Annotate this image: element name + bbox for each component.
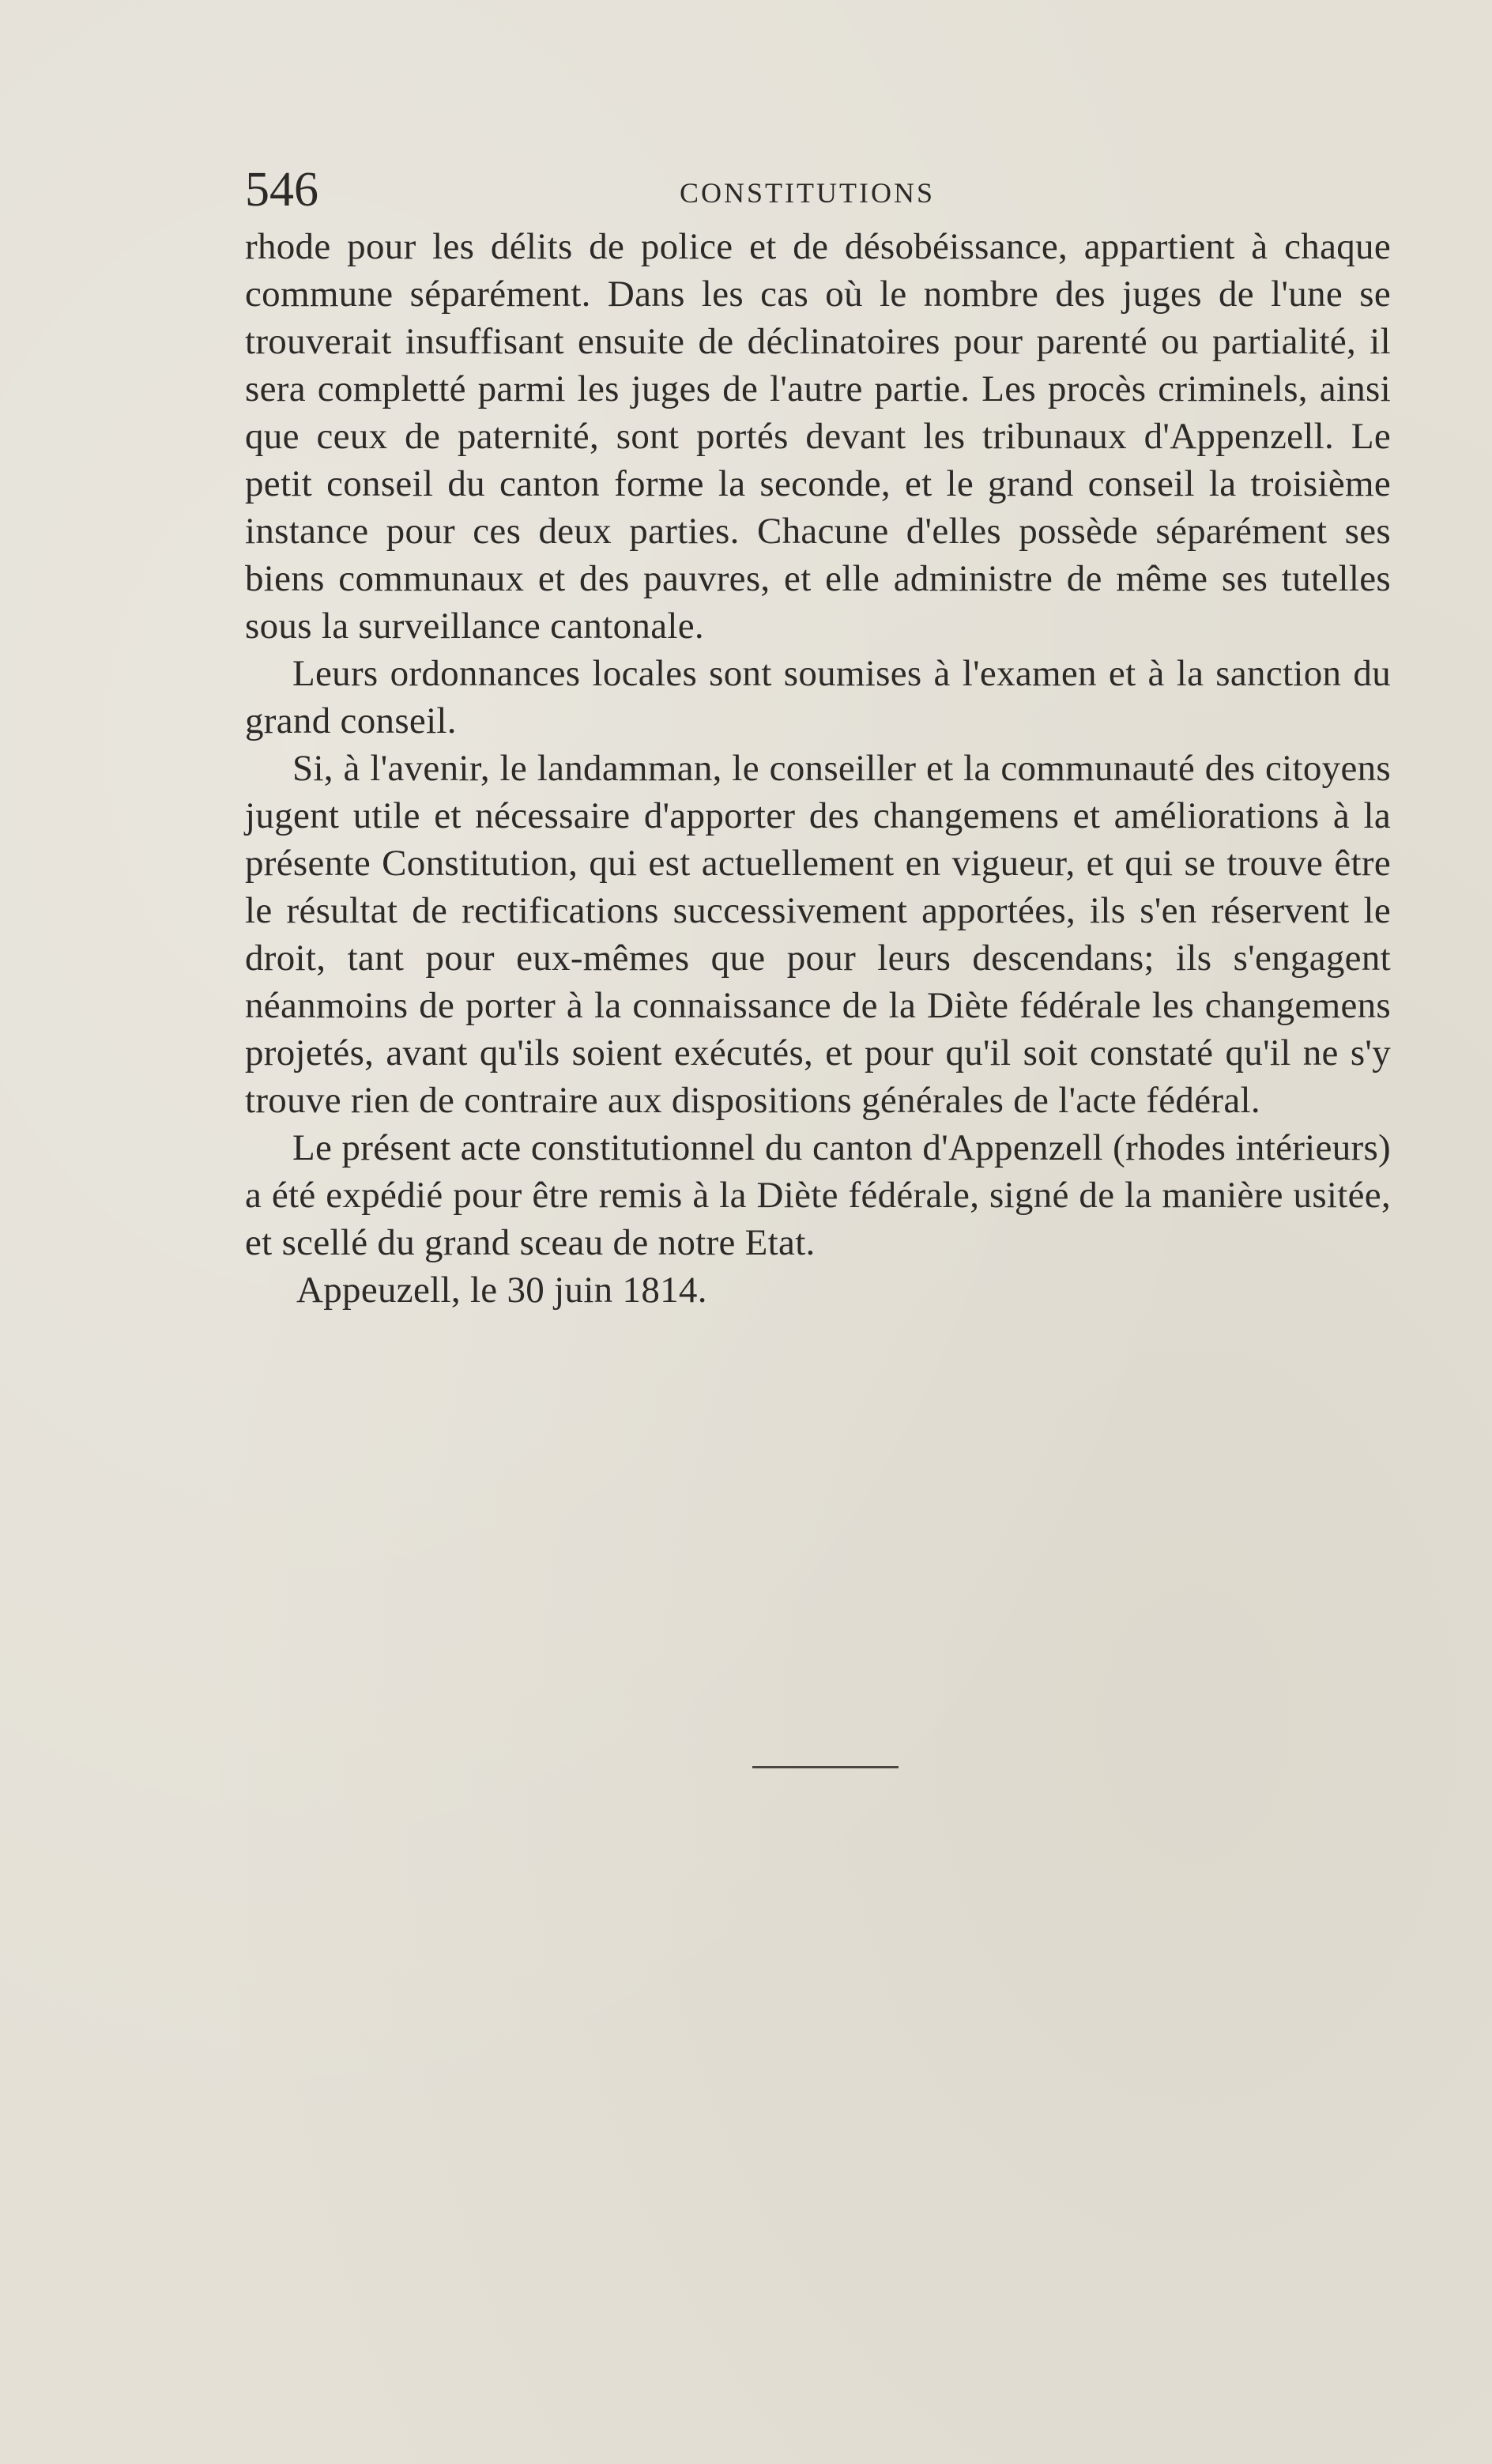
paragraph-present-act: Le présent acte constitutionnel du canton d'Appenzell (rhodes intérieurs) a été expédié pour être remis à la Diète fédérale, signé de la manière usitée, et scellé du grand sceau de notre Etat. bbox=[245, 1127, 1391, 1263]
page-number: 546 bbox=[245, 163, 318, 217]
paragraph-continued: rhode pour les délits de police et de désobéissance, appartient à chaque commune séparément. Dans les cas où le nombre des juges de l'une se trouverait insuffisant ensuite de déclinatoires pour parenté ou partialité, il sera completté parmi les juges de l'autre partie. Les procès criminels, ainsi que ceux de paternité, sont portés devant les tribunaux d'Appenzell. Le petit conseil du canton forme la seconde, et le grand conseil la troisième instance pour ces deux parties. Chacune d'elles possède séparément ses biens communaux et des pauvres, et elle administre de même ses tutelles sous la surveillance cantonale. bbox=[245, 226, 1391, 647]
running-head bbox=[245, 162, 1391, 217]
running-title: CONSTITUTIONS bbox=[680, 177, 935, 209]
paragraph-amendments: Si, à l'avenir, le landamman, le conseiller et la communauté des citoyens jugent utile et nécessaire d'apporter des changemens et améliorations à la présente Constitution, qui est actuellement en vigueur, et qui se trouve être le résultat de rectifications successivement apportées, ils s'en réservent le droit, tant pour eux-mêmes que pour leurs descendans; ils s'engagent néanmoins de porter à la connaissance de la Diète fédérale les changemens projetés, avant qu'ils soient exécutés, et pour qu'il soit constaté qu'il ne s'y trouve rien de contraire aux dispositions générales de l'acte fédéral. bbox=[245, 748, 1391, 1121]
body-text bbox=[245, 223, 1391, 1314]
paragraph-ordonnances: Leurs ordonnances locales sont soumises à l'examen et à la sanction du grand conseil. bbox=[245, 653, 1391, 741]
closing-rule bbox=[752, 1766, 899, 1768]
dateline: Appeuzell, le 30 juin 1814. bbox=[296, 1270, 707, 1311]
